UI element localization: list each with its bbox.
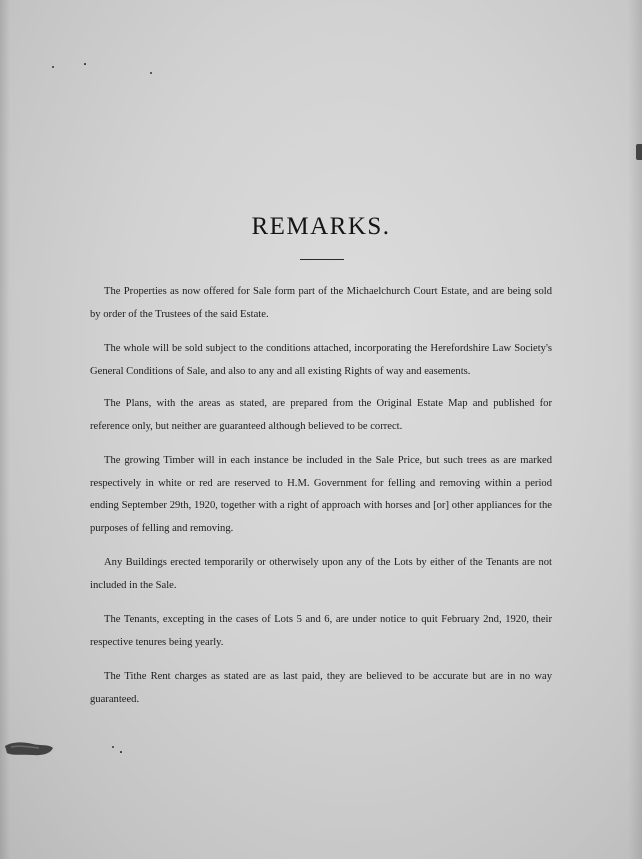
print-speck xyxy=(52,66,54,68)
remark-paragraph: The Tenants, excepting in the cases of Lots 5 and 6, are under notice to quit February 2nd, 1920, their respective tenures being yearly. xyxy=(90,614,552,648)
binding-mark xyxy=(636,144,642,160)
page-edge-shadow-left xyxy=(0,0,10,859)
print-speck xyxy=(150,72,152,74)
page-edge-shadow-right xyxy=(628,0,642,859)
print-speck xyxy=(120,751,122,753)
remarks-body xyxy=(90,281,552,723)
page-title: REMARKS. xyxy=(251,213,391,240)
ink-smudge xyxy=(3,738,55,760)
title-underline xyxy=(300,259,344,260)
print-speck xyxy=(112,746,114,748)
print-speck xyxy=(84,63,86,65)
remark-paragraph: The Plans, with the areas as stated, are prepared from the Original Estate Map and published for reference only, but neither are guaranteed although believed to be correct. xyxy=(90,398,552,432)
remark-paragraph: The growing Timber will in each instance be included in the Sale Price, but such trees as are marked respectively in white or red are reserved to H.M. Government for felling and removing within a period ending September 29th, 1920, together with a right of approach with horses and [or] other appliances for the purposes of felling and removing. xyxy=(90,455,552,534)
remark-paragraph: The Tithe Rent charges as stated are as last paid, they are believed to be accurate but are in no way guaranteed. xyxy=(90,671,552,705)
remark-paragraph: The Properties as now offered for Sale form part of the Michaelchurch Court Estate, and are being sold by order of the Trustees of the said Estate. xyxy=(90,286,552,320)
remark-paragraph: Any Buildings erected temporarily or otherwisely upon any of the Lots by either of the Tenants are not included in the Sale. xyxy=(90,557,552,591)
remark-paragraph: The whole will be sold subject to the conditions attached, incorporating the Herefordshire Law Society's General Conditions of Sale, and also to any and all existing Rights of way and easements. xyxy=(90,343,552,377)
